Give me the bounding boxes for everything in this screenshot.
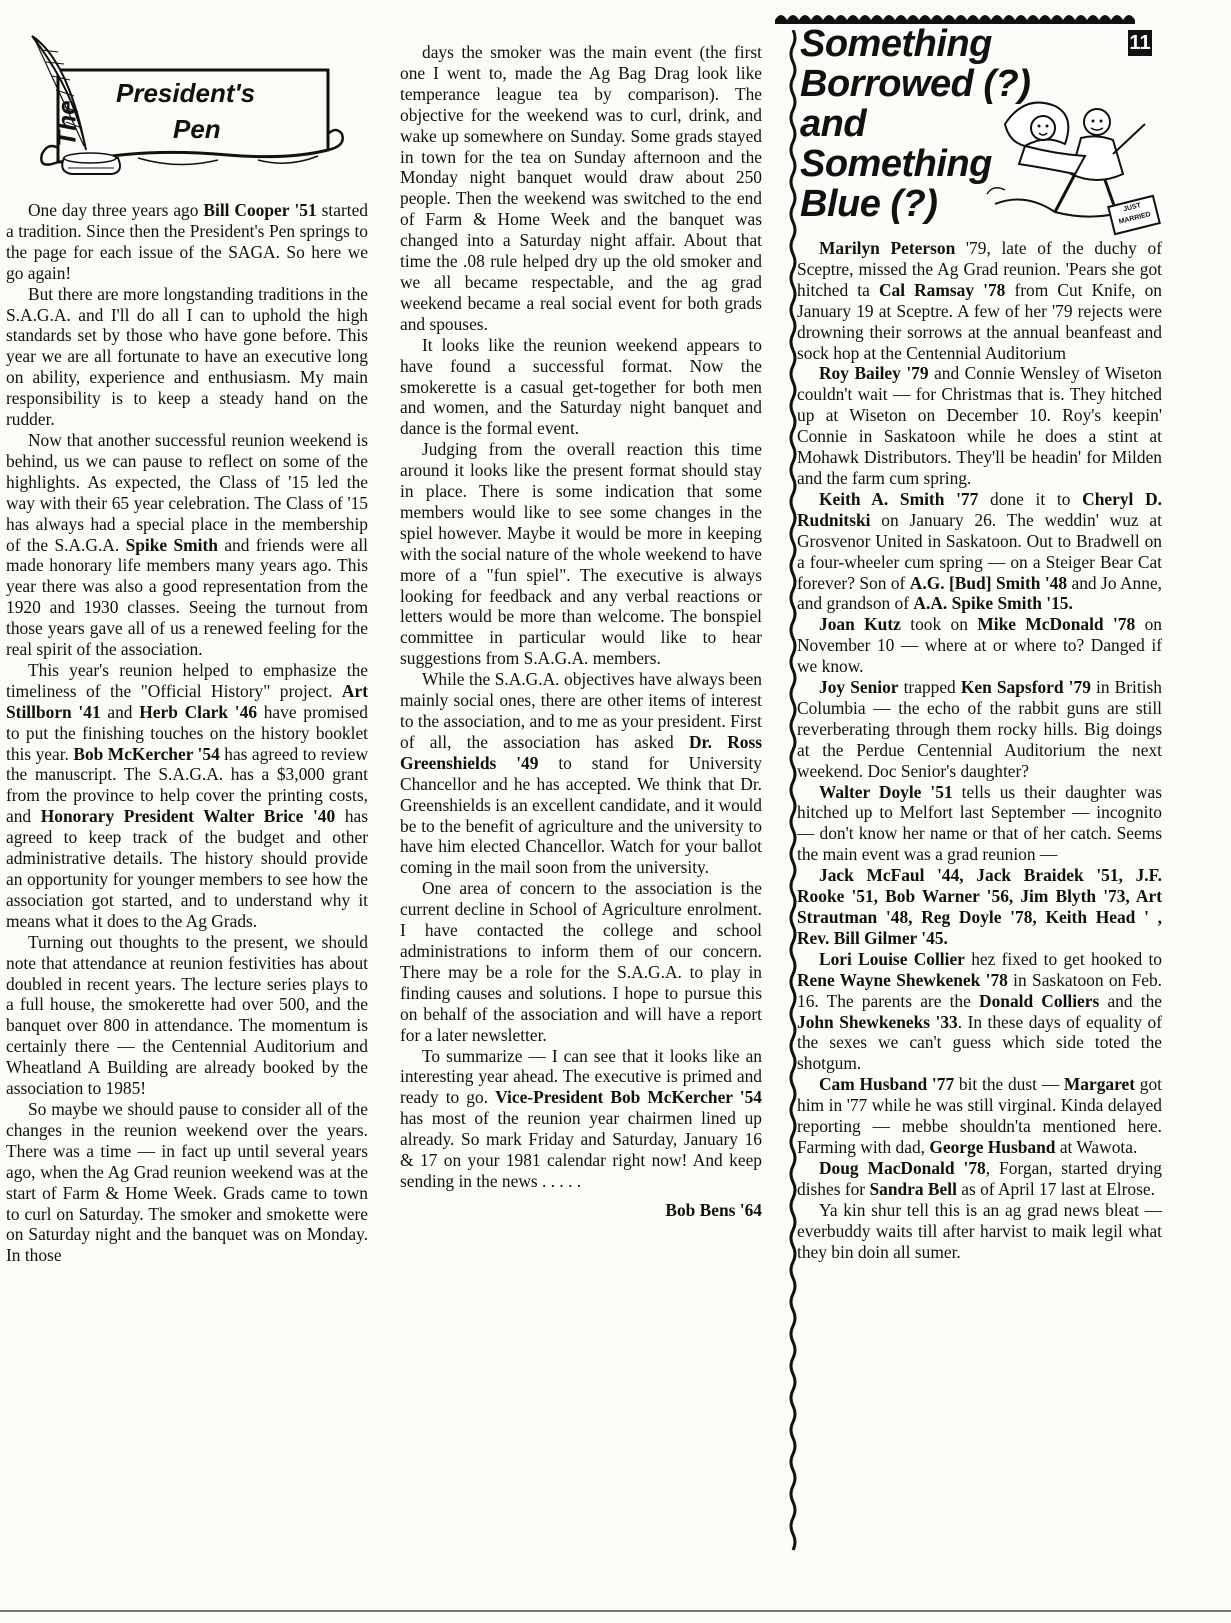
bold-name: A.A. Spike Smith '15. <box>913 593 1073 614</box>
bold-name: John Shewkeneks '33 <box>797 1011 958 1032</box>
paragraph: Marilyn Peterson '79, late of the duchy of Sceptre, missed the Ag Grad reunion. 'Pears she got hitched ta Cal Ramsay '78 from Cut Knife, on January 19 at Sceptre. A few of her '79 rejects were drowning their sorrows at the annual beanfeast and sock hop at the Centennial Auditorium <box>797 238 1162 363</box>
bold-name: Jack McFaul '44, Jack Braidek '51, J.F. Rooke '51, Bob Warner '56, Jim Blyth '73, Art Strautman '48, Reg Doyle '78, Keith Head ' , Rev. Bill Gilmer '45. <box>797 865 1162 948</box>
bold-name: Rene Wayne Shewkenek '78 <box>797 969 1008 990</box>
something-blue-header <box>790 14 1170 240</box>
paragraph: Keith A. Smith '77 done it to Cheryl D. Rudnitski on January 26. The weddin' wuz at Grosvenor United in Saskatoon. Out to Bradwell on a four-wheeler cum spring — on a Steiger Bear Cat forever? Son of A.G. [Bud] Smith '48 and Jo Anne, and grandson of A.A. Spike Smith '15. <box>797 488 1163 614</box>
paragraph: This year's reunion helped to emphasize the timeliness of the "Official History" project. Art Stillborn '41 and Herb Clark '46 have promised to put the finishing touches on the history booklet this year. Bob McKercher '54 has agreed to review the manuscript. The S.A.G.A. has a $3,000 grant from the province to help cover the printing costs, and Honorary President Walter Brice '40 has agreed to keep track of the budget and other administrative details. The history should provide an opportunity for younger members to see how the association got started, and to understand why it means what it does to the Ag Grads. <box>6 659 369 931</box>
bold-name: Walter Doyle '51 <box>819 781 953 802</box>
bold-name: Spike Smith <box>125 534 218 555</box>
pen-header-the: The <box>51 100 82 147</box>
bold-name: Dr. Ross Greenshields '49 <box>400 731 762 773</box>
bold-name: Mike McDonald '78 <box>977 614 1136 635</box>
bold-name: Doug MacDonald '78 <box>819 1157 986 1178</box>
bold-name: Cheryl D. Rudnitski <box>797 488 1162 530</box>
paragraph: Doug MacDonald '78, Forgan, started drying dishes for Sandra Bell as of April 17 last at Elrose. <box>797 1157 1162 1199</box>
paragraph: Lori Louise Collier hez fixed to get hooked to Rene Wayne Shewkenek '78 in Saskatoon on Feb. 16. The parents are the Donald Colliers and the John Shewkeneks '33. In these days of equality of the sexes we can't guess which side toted the shotgum. <box>797 948 1163 1074</box>
bold-name: Cal Ramsay '78 <box>878 279 1006 300</box>
paragraph: Walter Doyle '51 tells us their daughter was hitched up to Melfort last September — incognito — don't know her name or that of her catch. Seems the main event was a grad reunion — <box>797 781 1162 865</box>
bold-name: A.G. [Bud] Smith '48 <box>909 572 1068 593</box>
paragraph: Cam Husband '77 bit the dust — Margaret got him in '77 while he was still virginal. Kinda delayed reporting — mebbe shouldn'ta mentioned here. Farming with dad, George Husband at Wawota. <box>797 1074 1162 1157</box>
paragraph: Joy Senior trapped Ken Sapsford '79 in British Columbia — the echo of the rabbit guns are still reverberating through them rocky hills. Big doings at the Perdue Centennial Auditorium the next weekend. Doc Senior's daughter? <box>797 677 1162 781</box>
header-line-2: Borrowed (?) <box>800 63 1031 105</box>
paragraph: Turning out thoughts to the present, we should note that attendance at reunion festivities has about doubled in recent years. The lecture series plays to a full house, the smokerette had over 500, and the banquet over 800 in attendance. The momentum is certainly there — the Centennial Auditorium and Wheatland A Building are already booked by the association to 1985! <box>6 931 368 1099</box>
header-line-5: Blue (?) <box>800 183 938 225</box>
bold-name: Roy Bailey '79 <box>819 363 929 384</box>
bold-name: Marilyn Peterson <box>819 238 956 258</box>
bold-name: Cam Husband '77 <box>819 1074 955 1095</box>
bold-name: Art Stillborn '41 <box>6 680 368 722</box>
bold-name: George Husband <box>929 1136 1056 1157</box>
paragraph: So maybe we should pause to consider all of the changes in the reunion weekend over the years. There was a time — in fact up until several years ago, when the Ag Grad reunion weekend was at the start of Farm & Home Week. Grads came to town to curl on Saturday. The smoker and smokette were on Saturday night and the banquet was on Monday. In those <box>6 1098 368 1266</box>
paragraph: While the S.A.G.A. objectives have always been mainly social ones, there are other items of interest to the association, and to me as your president. First of all, the association has asked Dr. Ross Greenshields '49 to stand for University Chancellor and he has accepted. We think that Dr. Greenshields is an excellent candidate, and it would be to the benefit of agriculture and the university to have him elected Chancellor. Watch for your ballot coming in the mail soon from the university. <box>400 669 762 878</box>
bottom-divider <box>0 1610 1231 1612</box>
pen-header-title-line2: Pen <box>173 114 221 144</box>
bold-name: Donald Colliers <box>979 990 1100 1011</box>
header-line-1: Something <box>800 23 992 65</box>
header-line-3: and <box>800 103 867 145</box>
paragraph: Judging from the overall reaction this time around it looks like the present format should stay in place. There is some indication that some members would like to see some changes in the spiel however. Maybe it would be more in keeping with the social nature of the whole weekend to have more of a "fun spiel". The executive is always looking for feedback and any verbal reactions or letters would be more than welcome. The bonspiel committee in particular would like to hear suggestions from S.A.G.A. members. <box>400 439 762 669</box>
bold-name: '51 <box>294 200 317 220</box>
header-line-4: Something <box>800 143 992 185</box>
paragraph: Joan Kutz took on Mike McDonald '78 on November 10 — where at or where to? Danged if we know. <box>797 614 1162 677</box>
paragraph <box>797 865 1162 949</box>
bold-name: Bill Cooper <box>203 200 290 220</box>
something-blue-column <box>797 238 1162 1262</box>
paragraph: Roy Bailey '79 and Connie Wensley of Wiseton couldn't wait — for Christmas that is. They hitched up at Wiseton on December 10. Roy's keepin' Connie in Saskatoon while he does a stint at Mohawk Distributors. They'll be headin' for Milden and the farm cum spring. <box>797 363 1162 488</box>
bold-name: Ken Sapsford '79 <box>960 677 1091 698</box>
paragraph: Now that another successful reunion weekend is behind, us we can pause to reflect on some of the highlights. As expected, the Class of '15 led the way with their 65 year celebration. The Class of '15 has always had a special place in the membership of the S.A.G.A. Spike Smith and friends were all made honorary life members many years ago. This year there was also a good representation from the 1920 and 1930 classes. Seeing the turnout from those years gave all of us a renewed feeling for the real spirit of the association. <box>6 429 369 660</box>
bold-name: Lori Louise Collier <box>819 948 965 969</box>
bold-name: Sandra Bell <box>869 1178 957 1199</box>
page-number: 11 <box>1129 32 1151 54</box>
bold-name: Margaret <box>1063 1074 1136 1095</box>
author-signature: Bob Bens '64 <box>665 1199 762 1220</box>
presidents-pen-column-1 <box>6 200 368 1266</box>
paragraph: One day three years ago Bill Cooper '51 started a tradition. Since then the President's Pen springs to the page for each issue of the SAGA. So here we go again! <box>6 200 368 283</box>
presidents-pen-column-2 <box>400 42 762 1221</box>
bold-name: Joan Kutz <box>819 614 901 635</box>
bold-name: Keith A. Smith '77 <box>819 488 979 509</box>
paragraph: It looks like the reunion weekend appears to have found a successful format. Now the smokerette is a casual get-together for both men and women, and the Saturday night banquet and dance is the formal event. <box>400 334 762 439</box>
paragraph: One area of concern to the association is the current decline in School of Agriculture enrolment. I have contacted the college and school administrations to inform them of our concern. There may be a role for the S.A.G.A. to play in finding causes and solutions. I hope to pursue this on behalf of the association and will have a report for a later newsletter. <box>400 878 762 1045</box>
presidents-pen-header <box>28 30 348 180</box>
bold-name: Bob McKercher '54 <box>73 743 220 764</box>
paragraph: Ya kin shur tell this is an ag grad news bleat — everbuddy waits till after harvist to maik legil what they bin doin all sumer. <box>797 1199 1162 1262</box>
paragraph: To summarize — I can see that it looks like an interesting year ahead. The executive is primed and ready to go. Vice-President Bob McKercher '54 has most of the reunion year chairmen lined up already. So mark Friday and Saturday, January 16 & 17 on your 1981 calendar right now! And keep sending in the news . . . . . <box>400 1045 762 1191</box>
pen-header-title-line1: President's <box>116 78 256 108</box>
paragraph: days the smoker was the main event (the first one I went to, made the Ag Bag Drag look like temperance league tea by comparison). The objective for the weekend was to curl, drink, and wake up somewhere on Sunday. Some grads stayed in town for the tea on Sunday afternoon and the Monday night banquet would draw about 250 people. Then the weekend was switched to the end of Farm & Home Week and the banquet was changed into a Saturday night affair. About that time the .08 rule helped dry up the old smoker and we all became respectable, and the ag grad weekend became a real social event for both grads and spouses. <box>400 42 762 334</box>
bold-name: Herb Clark '46 <box>139 701 258 722</box>
bold-name: Joy Senior <box>819 677 899 698</box>
bold-name: Vice-President Bob McKercher '54 <box>495 1087 762 1108</box>
just-married-sign: JUST MARRIED <box>1107 195 1161 236</box>
bold-name: Honorary President Walter Brice '40 <box>40 806 336 827</box>
paragraph: But there are more longstanding traditions in the S.A.G.A. and I'll do all I can to uphold the high standards set by those who have gone before. This year we are all fortunate to have an executive long on ability, experience and enthusiasm. My main responsibility is to keep a steady hand on the rudder. <box>6 283 368 430</box>
